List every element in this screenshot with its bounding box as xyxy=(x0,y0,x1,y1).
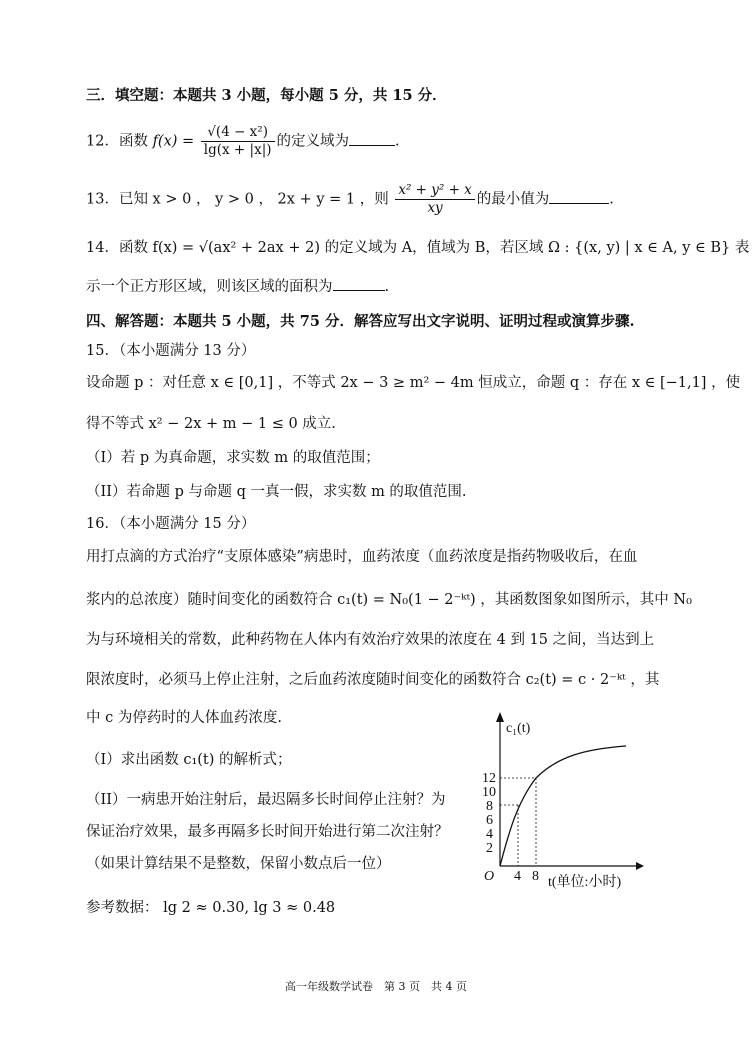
y-tick-8: 8 xyxy=(486,799,493,814)
x-axis-arrow xyxy=(636,862,644,870)
q13-numerator: x² + y² + x xyxy=(395,182,474,200)
question-15-part-2: （II）若命题 p 与命题 q 一真一假，求实数 m 的取值范围. xyxy=(86,484,467,500)
y-axis-arrow xyxy=(496,712,504,722)
page-footer: 高一年级数学试卷 第 3 页 共 4 页 xyxy=(285,980,467,993)
question-16-part-2-a: （II）一病患开始注射后，最迟隔多长时间停止注射？为 xyxy=(86,792,446,808)
x-axis-label: t(单位:小时) xyxy=(548,875,622,890)
origin-label: O xyxy=(484,869,495,884)
question-15-line-2: 得不等式 x² − 2x + m − 1 ≤ 0 成立. xyxy=(86,416,336,432)
q13-fraction xyxy=(395,182,474,217)
q12-end: . xyxy=(395,133,400,150)
q14-answer-blank xyxy=(333,276,385,291)
q13-end: . xyxy=(609,191,614,208)
q12-func: f(x) = xyxy=(152,133,195,150)
q13-lead: 已知 x > 0 ， y > 0 ， 2x + y = 1 ，则 xyxy=(118,191,389,208)
x-tick-8: 8 xyxy=(532,869,539,884)
q12-denominator: lg(x + |x|) xyxy=(203,142,272,158)
question-16-part-1: （I）求出函数 c₁(t) 的解析式； xyxy=(86,752,292,768)
y-tick-12: 12 xyxy=(482,771,496,786)
q12-answer-blank xyxy=(349,131,395,146)
question-16-title: 16．（本小题满分 15 分） xyxy=(86,516,256,532)
q13-denominator: xy xyxy=(427,200,443,216)
question-16-line-3: 为与环境相关的常数，此种药物在人体内有效治疗效果的浓度在 4 到 15 之间，当达到上 xyxy=(86,632,655,648)
question-16-line-1: 用打点滴的方式治疗“支原体感染”病患时，血药浓度（血药浓度是指药物吸收后，在血 xyxy=(86,549,638,565)
q13-number: 13． xyxy=(86,191,119,208)
q13-tail: 的最小值为 xyxy=(476,191,550,208)
q12-number: 12． xyxy=(86,133,119,150)
q14-end: . xyxy=(384,279,390,295)
question-16-line-5: 中 c 为停药时的人体血药浓度. xyxy=(86,710,282,726)
question-13 xyxy=(86,182,614,217)
concentration-graph xyxy=(476,706,706,896)
q12-numerator: √(4 − x²) xyxy=(201,124,275,142)
q14-line2-text: 示一个正方形区域，则该区域的面积为 xyxy=(86,279,333,295)
question-14-line-1: 14．函数 f(x) = √(ax² + 2ax + 2) 的定义域为 A，值域为 B，若区域 Ω : {(x, y) | x ∈ A, y ∈ B} 表 xyxy=(86,240,750,256)
y-tick-10: 10 xyxy=(482,785,496,800)
q13-answer-blank xyxy=(549,189,609,204)
q12-tail: 的定义域为 xyxy=(276,133,350,150)
q12-fraction xyxy=(201,124,275,159)
question-15-part-1: （I）若 p 为真命题，求实数 m 的取值范围； xyxy=(86,450,380,466)
reference-data: 参考数据： lg 2 ≈ 0.30, lg 3 ≈ 0.48 xyxy=(86,900,336,916)
x-tick-4: 4 xyxy=(514,869,521,884)
question-16-line-4: 限浓度时，必须马上停止注射，之后血药浓度随时间变化的函数符合 c₂(t) = c · 2⁻ᵏᵗ ，其 xyxy=(86,672,660,688)
c1-curve xyxy=(500,746,626,866)
question-15-title: 15．（本小题满分 13 分） xyxy=(86,343,256,359)
question-14-line-2 xyxy=(86,276,389,297)
question-16-part-2-c: （如果计算结果不是整数，保留小数点后一位） xyxy=(86,856,391,872)
question-15-line-1: 设命题 p ：对任意 x ∈ [0,1] ，不等式 2x − 3 ≥ m² − 4m 恒成立，命题 q ：存在 x ∈ [−1,1] ，使 xyxy=(86,375,741,391)
y-tick-6: 6 xyxy=(486,813,493,828)
y-axis-label: c₁(t) xyxy=(506,721,531,736)
y-tick-2: 2 xyxy=(486,841,493,856)
section-4-heading: 四、解答题：本题共 5 小题，共 75 分．解答应写出文字说明、证明过程或演算步骤. xyxy=(86,313,635,330)
section-3-heading: 三．填空题：本题共 3 小题，每小题 5 分，共 15 分． xyxy=(86,87,447,104)
q12-lead: 函数 xyxy=(118,133,148,150)
y-tick-4: 4 xyxy=(486,827,493,842)
question-16-line-2: 浆内的总浓度）随时间变化的函数符合 c₁(t) = N₀(1 − 2⁻ᵏᵗ) ，其函数图象如图所示，其中 N₀ xyxy=(86,592,692,608)
question-16-part-2-b: 保证治疗效果，最多再隔多长时间开始进行第二次注射？ xyxy=(86,824,449,840)
question-12 xyxy=(86,124,400,159)
